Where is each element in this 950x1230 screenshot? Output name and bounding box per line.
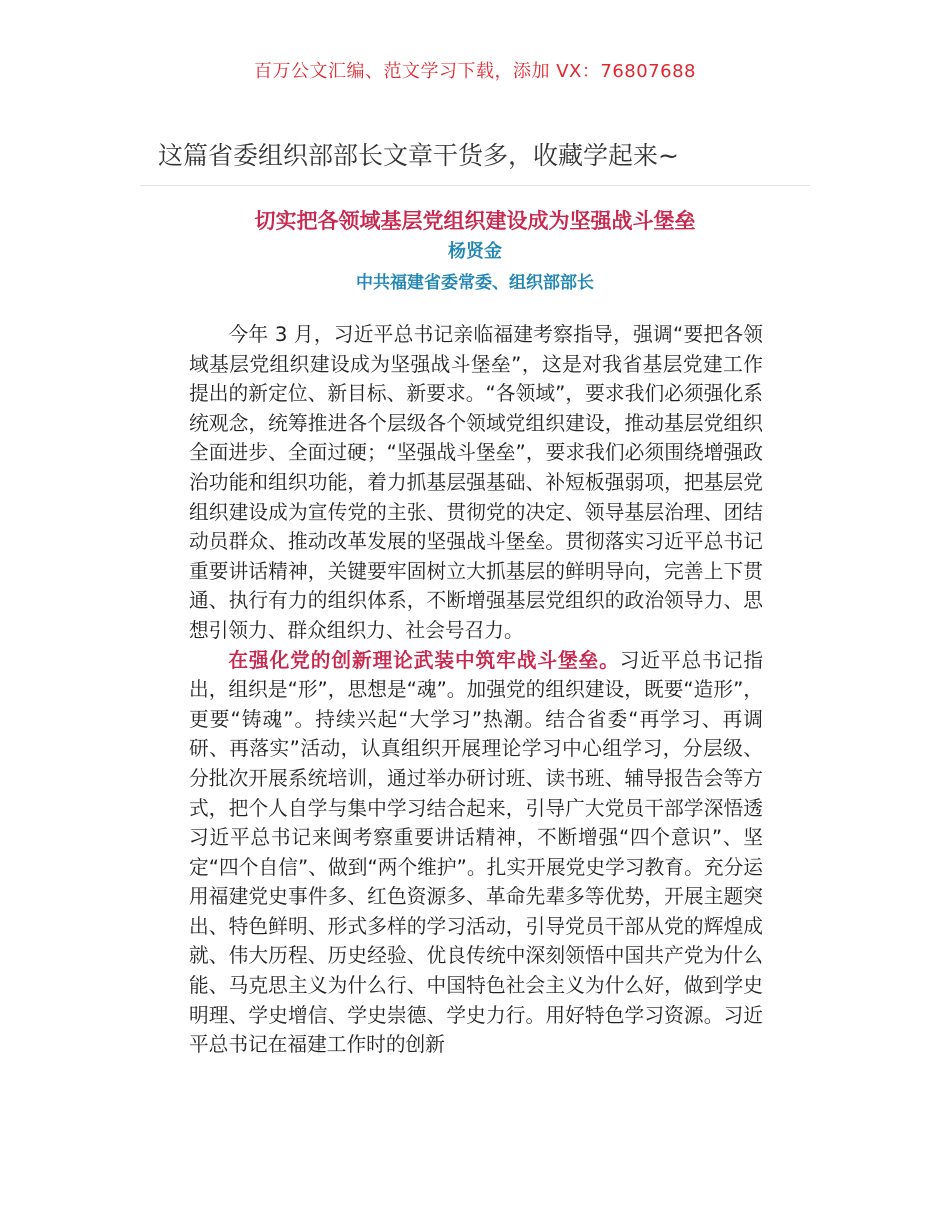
paragraph-section-1 [189, 646, 763, 1060]
author-position: 中共福建省委常委、组织部部长 [356, 273, 594, 293]
paragraph-intro: 今年 3 月，习近平总书记亲临福建考察指导，强调“要把各领域基层党组织建设成为坚强战斗堡垒”，这是对我省基层党建工作提出的新定位、新目标、新要求。“各领域”，要求我们必须强化系统观念，统筹推进各个层级各个领域党组织建设，推动基层党组织全面进步、全面过硬；“坚强战斗堡垒”，要求我们必须围绕增强政治功能和组织功能，着力抓基层强基础、补短板强弱项，把基层党组织建设成为宣传党的主张、贯彻党的决定、领导基层治理、团结动员群众、推动改革发展的坚强战斗堡垒。贯彻落实习近平总书记重要讲话精神，关键要牢固树立大抓基层的鲜明导向，完善上下贯通、执行有力的组织体系，不断增强基层党组织的政治领导力、思想引领力、群众组织力、社会号召力。 [189, 323, 763, 642]
article-body [189, 320, 763, 1060]
article-author: 杨贤金 [448, 241, 502, 262]
section-heading: 在强化党的创新理论武装中筑牢战斗堡垒。 [228, 648, 620, 672]
promo-banner: 百万公文汇编、范文学习下载，添加 VX：76807688 [254, 61, 696, 82]
page-headline: 这篇省委组织部部长文章干货多，收藏学起来~ [158, 141, 679, 170]
article-title: 切实把各领域基层党组织建设成为坚强战斗堡垒 [254, 209, 696, 233]
section-body: 习近平总书记指出，组织是“形”，思想是“魂”。加强党的组织建设，既要“造形”，更要“铸魂”。持续兴起“大学习”热潮。结合省委“再学习、再调研、再落实”活动，认真组织开展理论学习中心组学习，分层级、分批次开展系统培训，通过举办研讨班、读书班、辅导报告会等方式，把个人自学与集中学习结合起来，引导广大党员干部学深悟透习近平总书记来闽考察重要讲话精神，不断增强“四个意识”、坚定“四个自信”、做到“两个维护”。扎实开展党史学习教育。充分运用福建党史事件多、红色资源多、革命先辈多等优势，开展主题突出、特色鲜明、形式多样的学习活动，引导党员干部从党的辉煌成就、伟大历程、历史经验、优良传统中深刻领悟中国共产党为什么能、马克思主义为什么行、中国特色社会主义为什么好，做到学史明理、学史增信、学史崇德、学史力行。用好特色学习资源。习近平总书记在福建工作时的创新 [189, 648, 764, 1057]
divider [140, 185, 810, 186]
